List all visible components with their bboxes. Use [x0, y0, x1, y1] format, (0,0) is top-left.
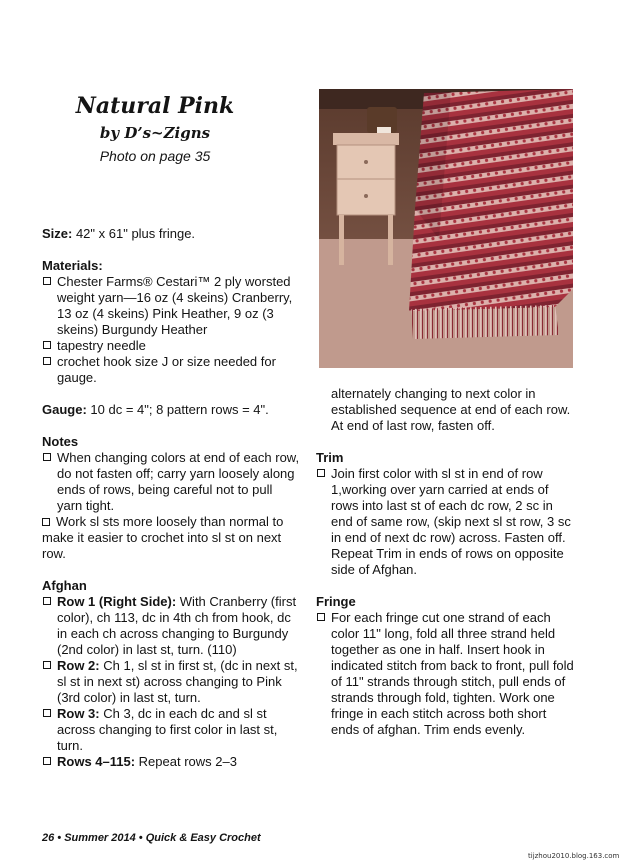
size-text: 42" x 61" plus fringe. [72, 226, 196, 241]
afghan-row: Row 3: Ch 3, dc in each dc and sl st across changing to first color in last st, turn. [42, 706, 300, 754]
afghan-photo [319, 89, 573, 368]
afghan-heading: Afghan [42, 578, 87, 593]
afghan-continued: alternately changing to next color in established sequence at end of each row. At end of last row, fasten off. [331, 386, 571, 433]
materials-item: tapestry needle [42, 338, 300, 354]
trim-item: Join first color with sl st in end of row 1,working over yarn carried at ends of rows into last st of each dc row, 2 sc in end of same row, (skip next sl st row, 3 sc in end of next dc row) across. Fasten off. Repeat Trim in ends of rows on opposite side of Afghan. [316, 466, 576, 578]
watermark: tijzhou2010.blog.163.com [528, 852, 620, 860]
gauge-text: 10 dc = 4"; 8 pattern rows = 4". [86, 402, 269, 417]
gauge-line [42, 402, 300, 418]
checkbox-icon [317, 469, 325, 477]
notes-heading: Notes [42, 434, 79, 449]
checkbox-icon [43, 757, 51, 765]
checkbox-icon [43, 661, 51, 669]
checkbox-icon [43, 341, 51, 349]
gauge-label: Gauge: [42, 402, 87, 417]
fringe-item: For each fringe cut one strand of each color 11" long, fold all three strand held together as one in half. Insert hook in indicated stitch from back to front, pull fold of 11" strands through stitch, pull ends of strands through fold, tighten. Work one fringe in each stitch across both short ends of afghan. Trim ends evenly. [316, 610, 576, 738]
checkbox-icon [43, 453, 51, 461]
checkbox-icon [43, 709, 51, 717]
size-line [42, 226, 300, 242]
checkbox-icon [317, 613, 325, 621]
left-column [42, 226, 300, 770]
checkbox-icon [43, 597, 51, 605]
right-column [316, 386, 576, 738]
materials-heading: Materials: [42, 258, 103, 273]
checkbox-icon [42, 518, 50, 526]
photo-reference: Photo on page 35 [99, 148, 211, 164]
trim-heading: Trim [316, 450, 344, 465]
afghan-row: Row 2: Ch 1, sl st in first st, (dc in next st, sl st in next st) across changing to Pink (3rd color) in last st, turn. [42, 658, 300, 706]
page-footer: 26 • Summer 2014 • Quick & Easy Crochet [42, 832, 261, 844]
fringe-heading: Fringe [316, 594, 356, 609]
materials-item: Chester Farms® Cestari™ 2 ply worsted weight yarn—16 oz (4 skeins) Cranberry, 13 oz (4 skeins) Pink Heather, 9 oz (3 skeins) Burgundy Heather [42, 274, 300, 338]
checkbox-icon [43, 357, 51, 365]
size-label: Size: [42, 226, 73, 241]
afghan-row: Row 1 (Right Side): With Cranberry (first color), ch 113, dc in 4th ch from hook, dc in each ch across changing to Burgundy (2nd color) in last st, turn. (110) [42, 594, 300, 658]
afghan-row: Rows 4–115: Repeat rows 2–3 [42, 754, 300, 770]
checkbox-icon [43, 277, 51, 285]
pattern-title: Natural Pink [75, 93, 235, 119]
notes-item: When changing colors at end of each row, do not fasten off; carry yarn loosely along ends of rows, being careful not to pull yarn tight. [42, 450, 300, 514]
notes-item: Work sl sts more loosely than normal to make it easier to crochet into sl st on next row. [42, 514, 284, 561]
designer-byline: by D’s~Zigns [99, 124, 211, 142]
materials-item: crochet hook size J or size needed for gauge. [42, 354, 300, 386]
